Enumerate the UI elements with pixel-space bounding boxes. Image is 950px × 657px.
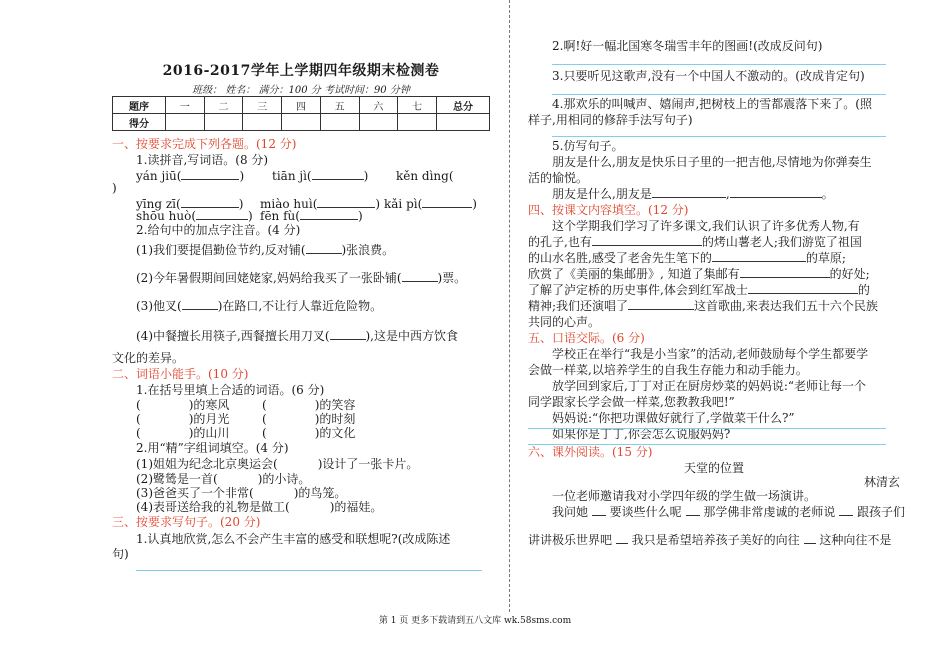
sentence [136,456,418,472]
question-1-2: 2.给句中的加点字注音。(4 分) [136,223,301,237]
imitation-sentence [552,186,834,202]
answer-line[interactable] [136,570,482,571]
section-2-heading: 二、词语小能手。(10 分) [112,367,249,381]
punctuation-blank[interactable] [592,505,606,516]
rewrite-question-4-cont: 样子,用相同的修辞手法写句子) [528,113,693,127]
answer-blank[interactable] [141,412,189,423]
story-line [552,504,905,520]
story-text: 要谈些什么呢 [609,505,682,519]
sentence-text: )设计了一张卡片。 [317,457,419,471]
answer-blank[interactable] [267,412,315,423]
sentence [136,499,382,515]
story-text: 我问她 [552,505,589,519]
answer-blank[interactable] [330,328,366,340]
dialogue-text: 学校正在举行“我是小当家”的活动,老师鼓励每个学生都要学 [552,347,869,361]
question-1-1: 1.读拼音,写词语。(8 分) [136,153,269,167]
sentence-text: (3)爸爸买了一个非常( [136,486,254,500]
dialogue-question: 如果你是丁丁,你会怎么说服妈妈? [552,427,731,441]
fill-line [528,282,870,298]
score-input-cell[interactable] [398,114,437,131]
answer-line[interactable] [528,428,886,429]
sentence [136,242,394,258]
story-author: 林清玄 [863,475,900,489]
answer-blank[interactable] [182,298,218,310]
sentence-text: (1)姐姐为纪念北京奥运会( [136,457,278,471]
word-item [136,425,229,441]
fill-text: 了解了泸定桥的历史事件,体会到红军战士 [528,283,748,297]
pinyin-text: kǎi pì( [384,197,423,211]
rewrite-question-1-cont: 句) [112,547,129,561]
dialogue-text: 同学跟家长学会做一样菜,您教教我吧!” [528,395,735,409]
answer-blank[interactable] [312,168,364,180]
fill-line: 这个学期我们学习了许多课文,我们认识了许多优秀人物,有 [552,219,860,233]
pinyin-paren: ) [357,209,363,223]
sentence-text: )张浪费。 [341,243,395,257]
sentence-text: )的福娃。 [329,500,383,514]
story-text: 我只是希望培养孩子美好的向往 [631,533,800,547]
column-divider [509,0,510,612]
fill-text: 的山水名胜,感受了老舍先生笔下的 [528,251,712,265]
sentence-text: (2)今年暑假期间回姥姥家,妈妈给我买了一张卧铺( [136,271,402,285]
fill-text: 的孔子,也有 [528,235,592,249]
sentence-text: (3)他叉( [136,299,182,313]
fill-line: 共同的心声。 [528,315,601,329]
word-text: )的山川 [188,426,230,440]
punctuation-blank[interactable] [686,505,700,516]
pinyin-paren: ) [363,169,369,183]
pinyin-text: miào huì( [260,197,318,211]
score-header-cell: 五 [320,97,359,114]
paren: ( [262,398,267,412]
rewrite-question-5: 5.仿写句子。 [552,139,624,153]
score-header-cell: 题序 [113,97,166,114]
section-6-heading: 六、课外阅读。(15 分) [528,445,653,459]
pinyin-paren: ) [248,209,253,223]
pinyin-paren: ) [375,197,381,211]
answer-line[interactable] [552,64,886,65]
word-text: )的笑容 [314,398,356,412]
pinyin-text: kěn dìng( [396,169,454,183]
punctuation-blank[interactable] [616,533,628,544]
rewrite-question-1: 1.认真地欣赏,怎么不会产生丰富的感受和联想呢?(改成陈述 [136,532,451,546]
score-header-cell: 四 [282,97,321,114]
answer-blank[interactable] [290,500,330,511]
score-input-cell[interactable] [243,114,282,131]
sentence-text: 。 [821,187,834,201]
score-input-cell[interactable] [437,114,490,131]
score-input-cell[interactable] [166,114,205,131]
sentence [136,298,382,314]
sentence-text: )票。 [437,271,467,285]
fill-text: 的 [857,283,870,297]
sentence-text: )的小诗。 [257,472,311,486]
score-header-cell: 总分 [437,97,490,114]
score-header-cell: 三 [243,97,282,114]
answer-blank[interactable] [300,208,358,220]
answer-blank[interactable] [628,298,694,310]
fill-text: 的烤山薯老人;我们游览了祖国 [701,235,862,249]
story-line [528,532,891,548]
punctuation-blank[interactable] [804,533,816,544]
answer-blank[interactable] [592,234,702,246]
score-input-cell[interactable] [320,114,359,131]
pinyin-row [272,168,368,184]
score-header-cell: 二 [204,97,243,114]
dialogue-text: 妈妈说:“你把功课做好就行了,学做菜干什么?” [552,411,795,425]
sentence-text: 朋友是什么,朋友是 [552,187,652,201]
sentence-text: , [725,187,730,201]
answer-blank[interactable] [317,196,375,208]
dialogue-text: 会做一样菜,以培养学生的自我生存能力和动手能力。 [528,363,808,377]
answer-blank[interactable] [141,398,189,409]
pinyin-paren: ) [472,197,477,211]
question-2-1: 1.在括号里填上合适的词语。(6 分) [136,383,325,397]
word-text: )的文化 [314,426,356,440]
story-text: 这种向往不是 [819,533,892,547]
sentence-text: (4)中餐擅长用筷子,西餐擅长用刀叉( [136,329,330,343]
story-text: 讲讲极乐世界吧 [528,533,613,547]
pinyin-text: yán jiū( [136,169,182,183]
fill-line [528,266,870,282]
score-header-cell: 七 [398,97,437,114]
fill-text: 这首歌曲,来表达我们五十六个民族 [694,299,878,313]
answer-line[interactable] [552,136,886,137]
pinyin-row [396,168,454,184]
story-text: 跟孩子们 [857,505,906,519]
pinyin-text: shōu huò( [136,209,197,223]
fill-text: 精神;我们还演唱了 [528,299,629,313]
pinyin-row [384,196,477,212]
fill-line [528,298,878,314]
word-text: )的月光 [188,412,230,426]
word-item [262,425,355,441]
score-table [112,96,490,131]
paren: ( [262,426,267,440]
answer-blank[interactable] [712,250,806,262]
pinyin-text: fēn fù( [260,209,300,223]
paren: ( [136,412,141,426]
sentence-text: (1)我们要提倡勤俭节约,反对铺( [136,243,306,257]
answer-blank[interactable] [267,398,315,409]
story-text: 那学佛非常虔诚的老师说 [703,505,836,519]
answer-blank[interactable] [254,486,294,497]
score-input-cell[interactable] [204,114,243,131]
page-footer: 第 1 页 更多下载请到五八文库 wk.58sms.com [378,616,572,626]
answer-blank[interactable] [306,242,342,254]
exam-info: 班级： 姓名： 满分：100 分 考试时间：90 分钟 [192,85,410,96]
answer-blank[interactable] [740,266,830,278]
score-input-cell[interactable] [282,114,321,131]
score-table-header-row [113,97,490,114]
fill-text: 欣赏了《美丽的集邮册》, 知道了集邮有 [528,267,740,281]
paren: ( [136,426,141,440]
story-title: 天堂的位置 [683,461,744,475]
rewrite-question-3: 3.只要听见这歌声,没有一个中国人不激动的。(改成肯定句) [552,69,865,83]
answer-blank[interactable] [748,282,858,294]
sentence-text: (4)表哥送给我的礼物是做工( [136,500,290,514]
score-header-cell: 一 [166,97,205,114]
word-text: )的时刻 [314,412,356,426]
sentence-text: )的鸟笼。 [293,486,347,500]
answer-blank[interactable] [652,186,726,198]
paren: ( [136,398,141,412]
answer-blank[interactable] [267,426,315,437]
answer-blank[interactable] [218,472,258,483]
example-sentence-cont: 活的愉悦。 [528,171,589,185]
answer-blank[interactable] [730,186,822,198]
section-5-heading: 五、口语交际。(6 分) [528,331,645,345]
punctuation-blank[interactable] [839,505,853,516]
answer-blank[interactable] [181,196,239,208]
rewrite-question-4: 4.那欢乐的叫喊声、嬉闹声,把树枝上的雪都震落下来了。(照 [552,97,872,111]
rewrite-question-2: 2.啊!好一幅北国寒冬瑞雪丰年的图画!(改成反问句) [552,39,823,53]
answer-blank[interactable] [141,426,189,437]
fill-line [528,250,846,266]
pinyin-paren: ) [239,169,245,183]
score-row-label: 得分 [113,114,166,131]
score-input-cell[interactable] [359,114,398,131]
exam-title: 2016-2017学年上学期四年级期末检测卷 [162,63,440,79]
section-4-heading: 四、按课文内容填空。(12 分) [528,203,689,217]
pinyin-paren: ) [238,197,244,211]
score-table-score-row [113,114,490,131]
paren: ( [262,412,267,426]
pinyin-text: tiān jì( [272,169,312,183]
pinyin-row [136,168,244,184]
pinyin-text: yīng zī( [136,197,181,211]
answer-line[interactable] [552,94,886,95]
score-header-cell: 六 [359,97,398,114]
section-1-heading: 一、按要求完成下列各题。(12 分) [112,137,297,151]
answer-blank[interactable] [422,196,472,208]
fill-text: 的好处; [829,267,870,281]
pinyin-paren: ) [112,181,117,195]
fill-text: 的草原; [805,251,846,265]
story-paragraph: 一位老师邀请我对小学四年级的学生做一场演讲。 [552,489,817,503]
sentence-text: ),这是中西方饮食 [365,329,458,343]
sentence-text: (2)鹭鸶是一首( [136,472,218,486]
example-sentence: 朋友是什么,朋友是快乐日子里的一把吉他,尽情地为你弹奏生 [552,155,872,169]
sentence [136,270,466,286]
answer-blank[interactable] [196,208,248,220]
sentence-text: )在路口,不让行人靠近危险物。 [217,299,383,313]
sentence-text: 文化的差异。 [112,351,185,365]
dialogue-text: 放学回到家后,丁丁对正在厨房炒菜的妈妈说:“老师让每一个 [552,379,866,393]
answer-blank[interactable] [278,457,318,468]
fill-line [528,234,862,250]
section-3-heading: 三、按要求写句子。(20 分) [112,515,261,529]
answer-blank[interactable] [402,270,438,282]
question-2-2: 2.用“精”字组词填空。(4 分) [136,441,289,455]
sentence [136,328,458,344]
word-text: )的寒风 [188,398,230,412]
answer-blank[interactable] [181,168,239,180]
